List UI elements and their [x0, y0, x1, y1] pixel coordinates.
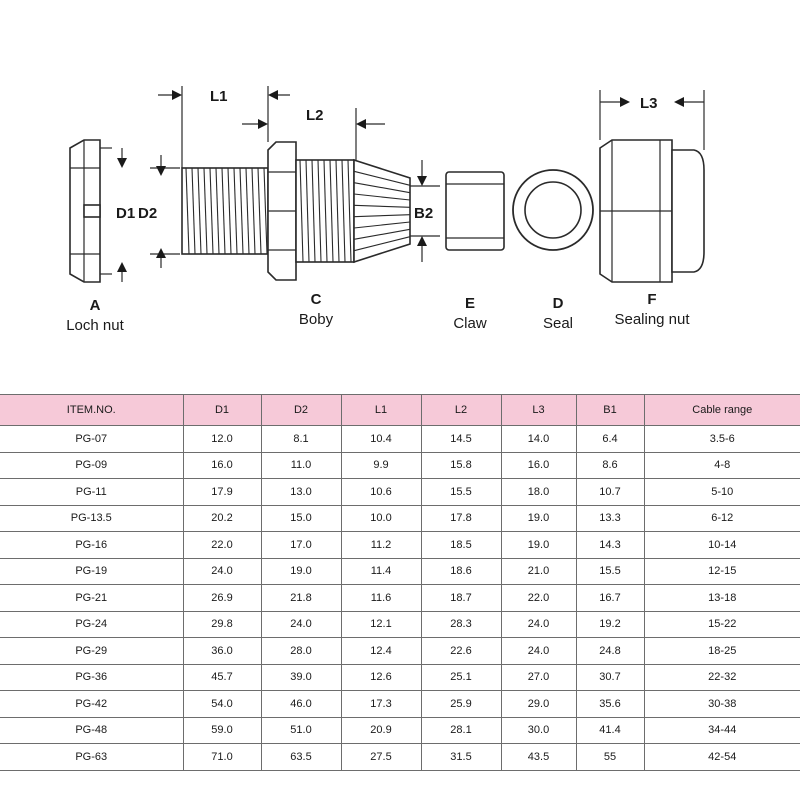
table-cell: 36.0	[183, 638, 261, 665]
table-row	[0, 452, 800, 479]
table-cell: 17.3	[341, 691, 421, 718]
table-cell: 25.9	[421, 691, 501, 718]
table-cell: 18.7	[421, 585, 501, 612]
table-cell: 15.8	[421, 452, 501, 479]
column-header: D2	[261, 395, 341, 426]
table-cell: PG-21	[0, 585, 183, 612]
table-cell: 45.7	[183, 664, 261, 691]
table-cell: 15.0	[261, 505, 341, 532]
table-cell: 13-18	[644, 585, 800, 612]
table-row	[0, 744, 800, 771]
table-cell: 14.3	[576, 532, 644, 559]
body-drawing	[182, 142, 410, 280]
table-cell: 9.9	[341, 452, 421, 479]
table-cell: 12-15	[644, 558, 800, 585]
l3-label: L3	[640, 95, 658, 112]
table-row	[0, 611, 800, 638]
spec-table	[0, 394, 800, 771]
table-cell: 19.0	[501, 532, 576, 559]
table-cell: 12.1	[341, 611, 421, 638]
table-row	[0, 532, 800, 559]
table-cell: 18.5	[421, 532, 501, 559]
table-cell: 30.0	[501, 717, 576, 744]
table-cell: 21.0	[501, 558, 576, 585]
table-cell: PG-29	[0, 638, 183, 665]
part-letter-e: E	[464, 295, 476, 312]
table-cell: 28.0	[261, 638, 341, 665]
table-cell: 24.0	[261, 611, 341, 638]
table-cell: 15-22	[644, 611, 800, 638]
column-header: D1	[183, 395, 261, 426]
table-cell: 13.0	[261, 479, 341, 506]
table-cell: 16.0	[183, 452, 261, 479]
column-header: B1	[576, 395, 644, 426]
table-cell: 46.0	[261, 691, 341, 718]
column-header: Cable range	[644, 395, 800, 426]
table-cell: PG-19	[0, 558, 183, 585]
table-cell: 15.5	[421, 479, 501, 506]
table-cell: 39.0	[261, 664, 341, 691]
table-cell: 31.5	[421, 744, 501, 771]
table-cell: PG-13.5	[0, 505, 183, 532]
table-cell: 4-8	[644, 452, 800, 479]
table-row	[0, 479, 800, 506]
part-letter-a: A	[89, 297, 101, 314]
table-cell: 11.6	[341, 585, 421, 612]
table-cell: 10.7	[576, 479, 644, 506]
table-cell: 22.6	[421, 638, 501, 665]
column-header: L2	[421, 395, 501, 426]
table-cell: 25.1	[421, 664, 501, 691]
table-cell: PG-42	[0, 691, 183, 718]
table-cell: 10.0	[341, 505, 421, 532]
table-cell: 10.6	[341, 479, 421, 506]
table-cell: PG-48	[0, 717, 183, 744]
table-cell: 10-14	[644, 532, 800, 559]
table-cell: 59.0	[183, 717, 261, 744]
table-cell: 8.1	[261, 426, 341, 453]
b2-label: B2	[414, 205, 434, 222]
table-cell: 27.0	[501, 664, 576, 691]
table-cell: 63.5	[261, 744, 341, 771]
seal-drawing	[513, 170, 593, 250]
part-letter-f: F	[647, 291, 657, 308]
table-cell: 20.2	[183, 505, 261, 532]
table-cell: 12.0	[183, 426, 261, 453]
table-cell: 19.2	[576, 611, 644, 638]
table-cell: 28.1	[421, 717, 501, 744]
column-header: ITEM.NO.	[0, 395, 183, 426]
table-cell: 17.9	[183, 479, 261, 506]
table-cell: 24.0	[501, 638, 576, 665]
table-cell: PG-24	[0, 611, 183, 638]
column-header: L3	[501, 395, 576, 426]
table-cell: 55	[576, 744, 644, 771]
table-cell: PG-36	[0, 664, 183, 691]
table-cell: 6-12	[644, 505, 800, 532]
table-cell: 24.0	[183, 558, 261, 585]
table-cell: 18.0	[501, 479, 576, 506]
table-cell: 34-44	[644, 717, 800, 744]
table-cell: 12.4	[341, 638, 421, 665]
table-cell: 28.3	[421, 611, 501, 638]
table-cell: 17.0	[261, 532, 341, 559]
table-cell: 16.7	[576, 585, 644, 612]
table-cell: 41.4	[576, 717, 644, 744]
table-cell: 26.9	[183, 585, 261, 612]
table-cell: 20.9	[341, 717, 421, 744]
table-cell: 17.8	[421, 505, 501, 532]
table-row	[0, 505, 800, 532]
table-cell: 12.6	[341, 664, 421, 691]
table-header-row	[0, 395, 800, 426]
table-cell: 42-54	[644, 744, 800, 771]
table-cell: 21.8	[261, 585, 341, 612]
table-cell: PG-11	[0, 479, 183, 506]
table-cell: 11.0	[261, 452, 341, 479]
table-cell: 22-32	[644, 664, 800, 691]
l1-label: L1	[210, 88, 228, 105]
table-cell: 43.5	[501, 744, 576, 771]
table-cell: 5-10	[644, 479, 800, 506]
table-cell: 14.5	[421, 426, 501, 453]
table-cell: 3.5-6	[644, 426, 800, 453]
part-name-body: Boby	[298, 311, 334, 328]
table-cell: 14.0	[501, 426, 576, 453]
table-cell: 30-38	[644, 691, 800, 718]
table-cell: 71.0	[183, 744, 261, 771]
table-row	[0, 717, 800, 744]
table-cell: 6.4	[576, 426, 644, 453]
part-letter-c: C	[310, 291, 322, 308]
table-cell: PG-07	[0, 426, 183, 453]
sealing-nut-drawing	[600, 140, 704, 282]
cable-gland-exploded-diagram	[0, 0, 800, 390]
part-letter-d: D	[552, 295, 564, 312]
table-cell: 16.0	[501, 452, 576, 479]
table-cell: 11.4	[341, 558, 421, 585]
table-cell: 30.7	[576, 664, 644, 691]
part-name-claw: Claw	[453, 315, 487, 332]
part-name-sealing-nut: Sealing nut	[614, 311, 690, 328]
table-cell: 29.0	[501, 691, 576, 718]
table-row	[0, 558, 800, 585]
table-row	[0, 426, 800, 453]
table-cell: 18-25	[644, 638, 800, 665]
table-body	[0, 426, 800, 771]
table-cell: 10.4	[341, 426, 421, 453]
d1-label: D1	[116, 205, 136, 222]
table-row	[0, 691, 800, 718]
table-cell: 11.2	[341, 532, 421, 559]
table-row	[0, 585, 800, 612]
table-row	[0, 664, 800, 691]
table-cell: 19.0	[261, 558, 341, 585]
table-cell: 19.0	[501, 505, 576, 532]
table-cell: PG-09	[0, 452, 183, 479]
part-name-lock-nut: Loch nut	[66, 317, 124, 334]
table-cell: 22.0	[501, 585, 576, 612]
table-cell: 24.0	[501, 611, 576, 638]
table-cell: PG-16	[0, 532, 183, 559]
table-cell: 29.8	[183, 611, 261, 638]
table-row	[0, 638, 800, 665]
table-cell: 15.5	[576, 558, 644, 585]
table-cell: 35.6	[576, 691, 644, 718]
table-cell: 8.6	[576, 452, 644, 479]
l2-label: L2	[306, 107, 324, 124]
table-cell: PG-63	[0, 744, 183, 771]
table-cell: 54.0	[183, 691, 261, 718]
table-cell: 24.8	[576, 638, 644, 665]
table-cell: 27.5	[341, 744, 421, 771]
part-name-seal: Seal	[542, 315, 574, 332]
d2-label: D2	[138, 205, 158, 222]
table-cell: 51.0	[261, 717, 341, 744]
claw-drawing	[446, 172, 504, 250]
table-cell: 13.3	[576, 505, 644, 532]
column-header: L1	[341, 395, 421, 426]
table-cell: 22.0	[183, 532, 261, 559]
table-cell: 18.6	[421, 558, 501, 585]
